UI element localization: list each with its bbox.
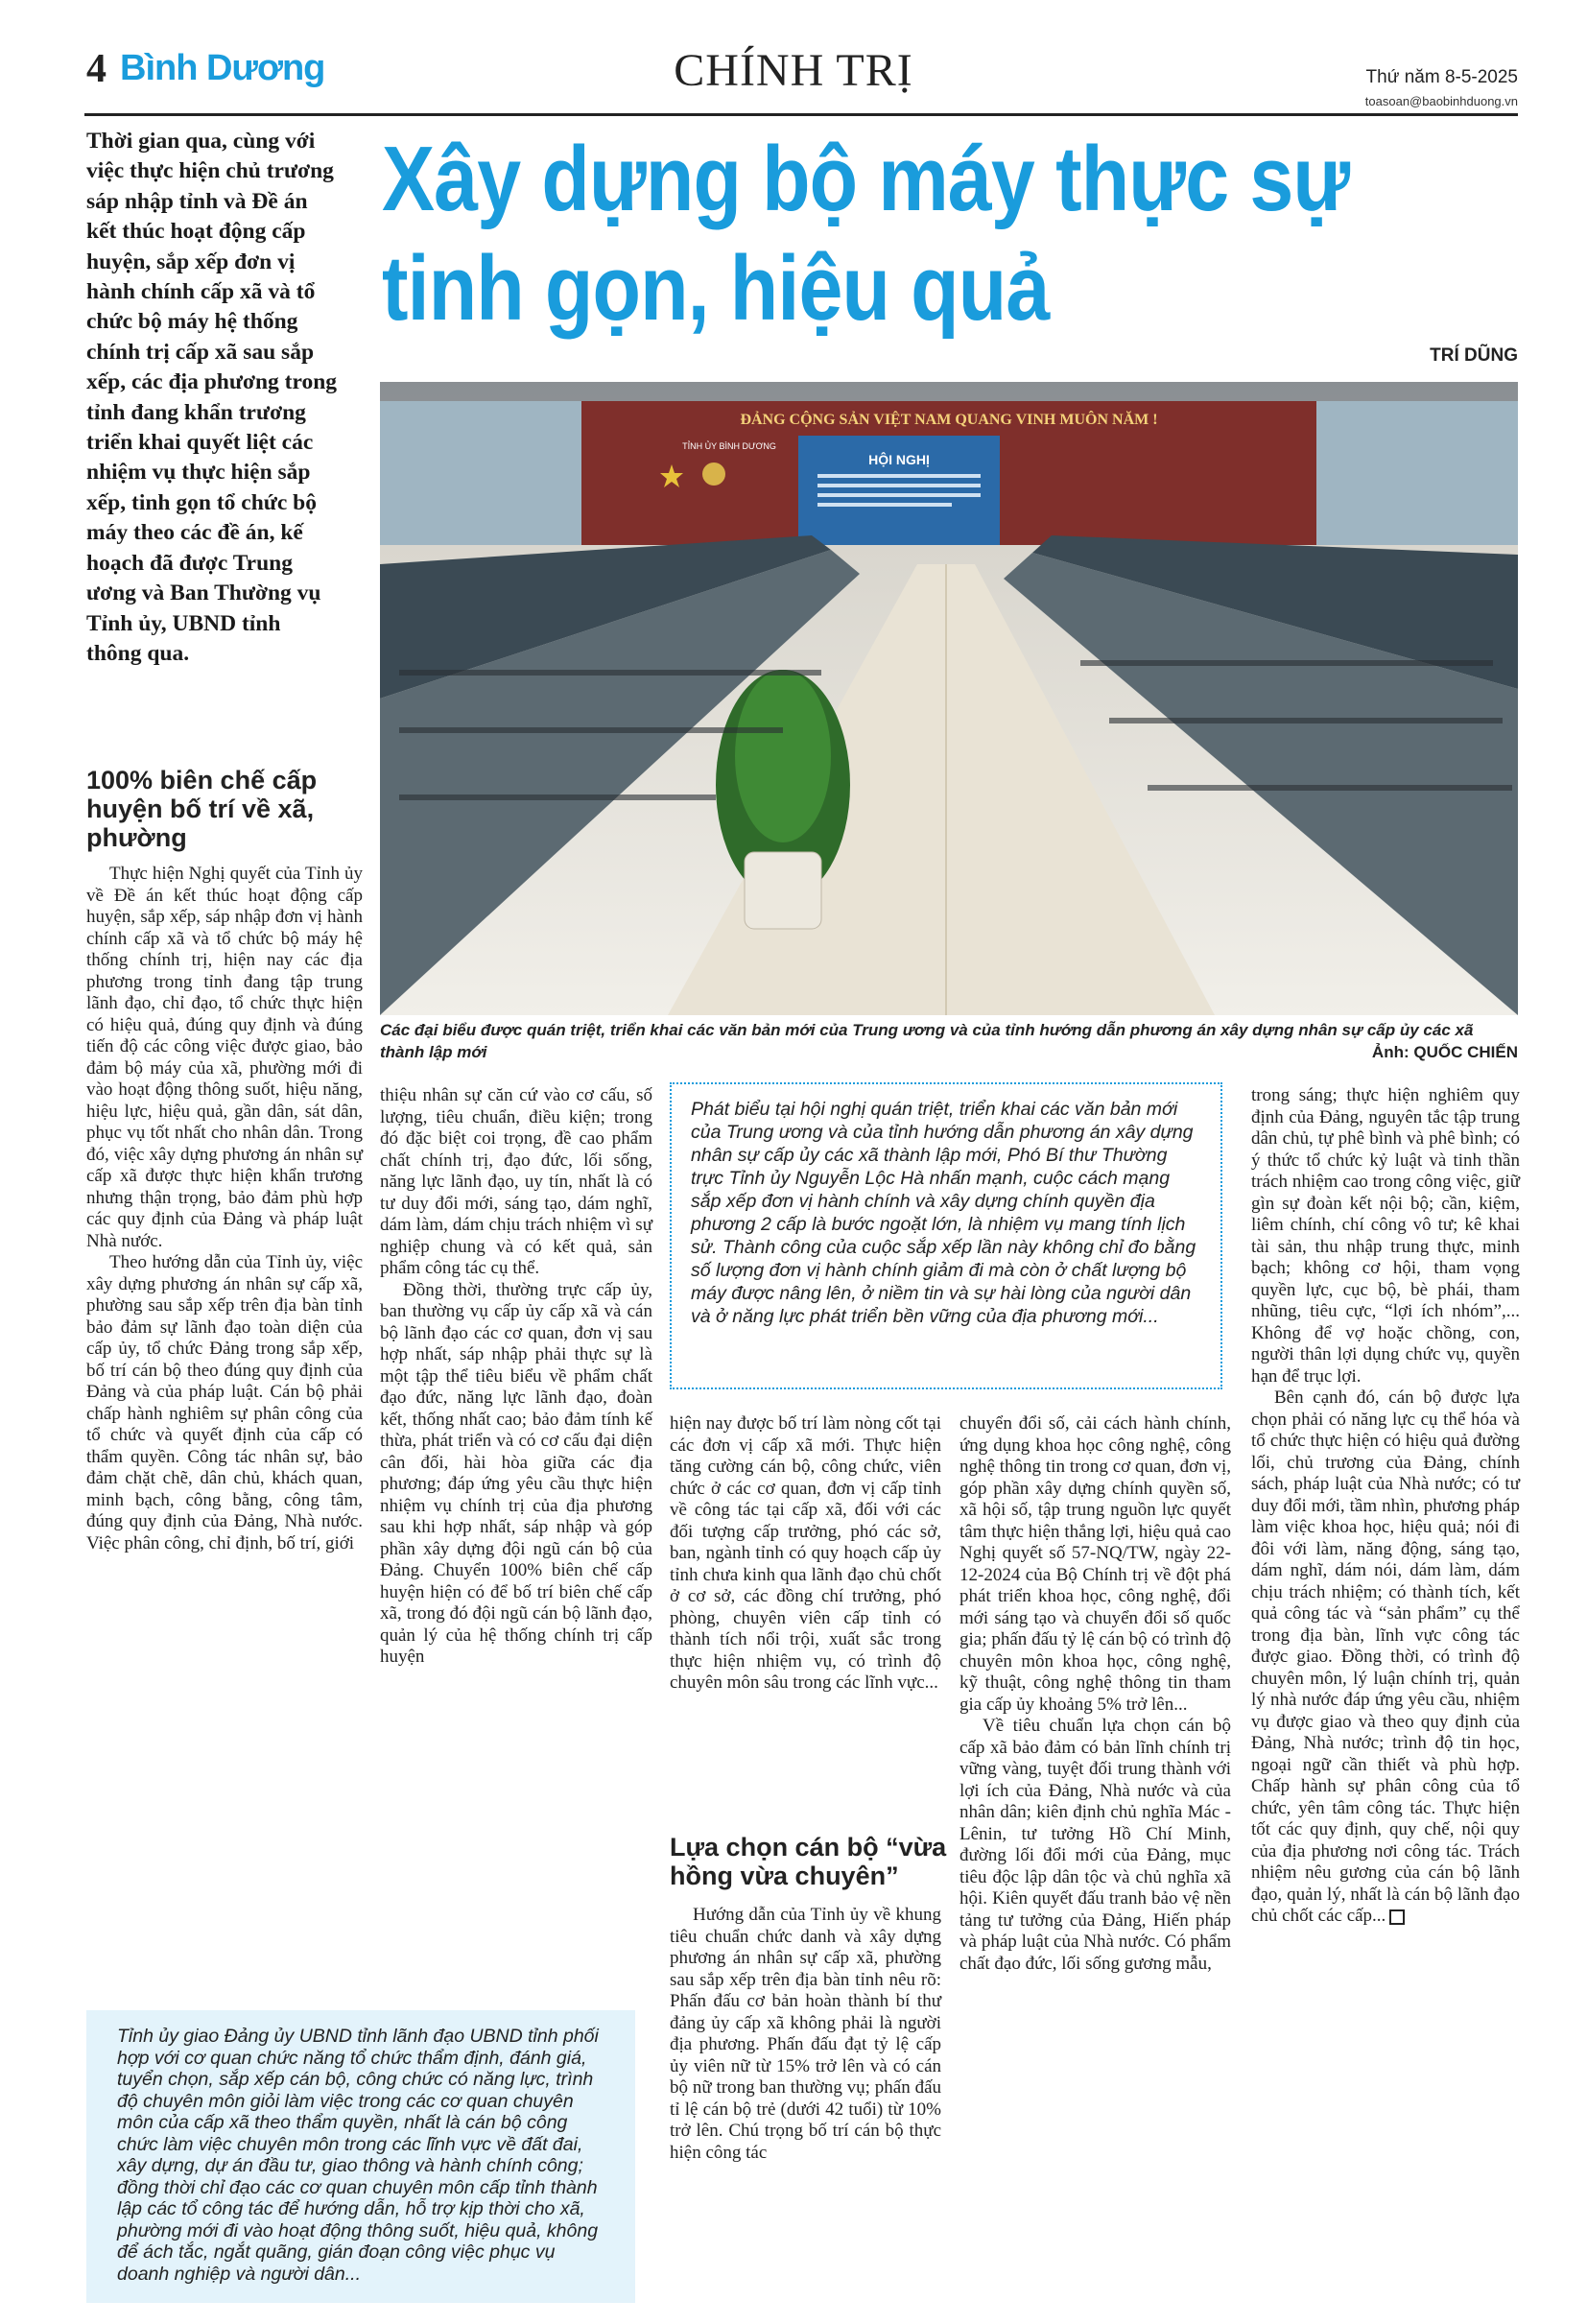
paragraph: hiện nay được bố trí làm nòng cốt tại các đơn vị cấp xã mới. Thực hiện tăng cường cán bộ, công chức, viên chức ở các cơ quan, đơn vị cấp tỉnh về công tác tại cấp xã, đối với các đối tượng cấp trưởng, phó các sở, ban, ngành tỉnh có quy hoạch cấp ủy tỉnh chưa kinh qua lãnh đạo chủ chốt ở cơ sở, các đồng chí trưởng, phó phòng, chuyên viên cấp tỉnh có thành tích nổi trội, xuất sắc trong thực hiện nhiệm vụ, có trình độ chuyên môn sâu trong các lĩnh vực...	[670, 1413, 941, 1693]
section-title: CHÍNH TRỊ	[674, 45, 913, 96]
photo-credit	[1364, 1041, 1518, 1063]
paragraph-text: Bên cạnh đó, cán bộ được lựa chọn phải có năng lực cụ thể hóa và tổ chức thực hiện có hiệu quả đường lối, chủ trương của Đảng, chính sách, pháp luật của Nhà nước; có tư duy đổi mới, tầm nhìn, phương pháp làm việc khoa học, hiệu quả; nói đi đôi với làm, năng động, sáng tạo, dám nghĩ, dám nói, dám làm, dám chịu trách nhiệm; có thành tích, kết quả công tác và “sản phẩm” cụ thể trong địa bàn, lĩnh vực công tác được giao. Đồng thời, có trình độ chuyên môn, lý luận chính trị, quản lý nhà nước đáp ứng yêu cầu, nhiệm vụ được giao và theo quy định của Đảng, Nhà nước; trình độ tin học, ngoại ngữ cần thiết và phù hợp. Chấp hành sự phân công của tổ chức, yên tâm công tác. Thực hiện tốt các quy định, quy chế, nội quy của địa phương nơi công tác. Trách nhiệm nêu gương của cán bộ lãnh đạo, quản lý, nhất là cán bộ lãnh đạo chủ chốt các cấp...	[1251, 1387, 1520, 1926]
body-column-1	[86, 864, 363, 1554]
issue-date: Thứ năm 8-5-2025	[1365, 67, 1518, 87]
body-column-3-continued	[670, 1905, 941, 2164]
info-box	[86, 2010, 635, 2303]
paragraph: Theo hướng dẫn của Tỉnh ủy, việc xây dựng phương án nhân sự cấp xã, phường sau sắp xếp trên địa bàn tỉnh bảo đảm sự lãnh đạo toàn diện của cấp ủy, tổ chức Đảng trong sắp xếp, bố trí cán bộ theo đúng quy định của Đảng và của pháp luật. Cán bộ phải chấp hành nghiêm sự phân công của tổ chức và quyết định của cấp có thẩm quyền. Công tác nhân sự, bảo đảm chặt chẽ, dân chủ, khách quan, minh bạch, công bằng, công tâm, đúng quy định của Đảng, Nhà nước. Việc phân công, chỉ định, bố trí, giới	[86, 1252, 363, 1553]
end-mark-icon	[1389, 1909, 1405, 1925]
photo-caption	[380, 1019, 1518, 1063]
article-headline: Xây dựng bộ máy thực sự tinh gọn, hiệu quả	[382, 128, 1350, 340]
pull-quote-text: Phát biểu tại hội nghị quán triệt, triển khai các văn bản mới của Trung ương và của tỉnh hướng dẫn phương án xây dựng nhân sự cấp ủy các xã thành lập mới, Phó Bí thư Thường trực Tỉnh ủy Nguyễn Lộc Hà nhấn mạnh, cuộc cách mạng sắp xếp đơn vị hành chính và xây dựng chính quyền địa phương 2 cấp là bước ngoặt lớn, là nhiệm vụ mang tính lịch sử. Thành công của cuộc sắp xếp lần này không chỉ đo bằng số lượng đơn vị hành chính giảm đi mà còn ở chất lượng bộ máy được nâng lên, ở niềm tin và sự hài lòng của người dân và ở năng lực phát triển bền vững của địa phương mới...	[691, 1099, 1196, 1327]
paragraph	[1251, 1387, 1520, 1928]
info-box-text: Tỉnh ủy giao Đảng ủy UBND tỉnh lãnh đạo UBND tỉnh phối hợp với cơ quan chức năng tổ chức thẩm định, đánh giá, tuyển chọn, sắp xếp cán bộ, công chức có năng lực, trình độ chuyên môn giỏi làm việc trong các cơ quan chuyên môn của cấp xã theo thẩm quyền, nhất là cán bộ công chức làm việc chuyên môn trong các lĩnh vực về đất đai, xây dựng, dự án đầu tư, giao thông và hành chính công; đồng thời chỉ đạo các cơ quan chuyên môn cấp tỉnh thành lập các tổ công tác để hướng dẫn, hỗ trợ kịp thời cho xã, phường mới đi vào hoạt động thông suốt, hiệu quả, không để ách tắc, ngắt quãng, gián đoạn công việc phục vụ doanh nghiệp và người dân...	[117, 2026, 599, 2285]
paragraph: Đồng thời, thường trực cấp ủy, ban thường vụ cấp ủy cấp xã và cán bộ lãnh đạo các cơ quan, đơn vị sau hợp nhất, sáp nhập phải thực sự là một tập thể tiêu biểu về phẩm chất đạo đức, năng lực lãnh đạo, đoàn kết, thống nhất cao; bảo đảm tính kế thừa, phát triển và có cơ cấu đại diện cân đối, hài hòa giữa các địa phương; đáp ứng yêu cầu thực hiện nhiệm vụ chính trị của địa phương sau khi hợp nhất, sáp nhập và góp phần xây dựng đội ngũ cán bộ của Đảng. Chuyển 100% biên chế cấp huyện hiện có để bố trí biên chế cấp xã, trong đó đội ngũ cán bộ lãnh đạo, quản lý của hệ thống chính trị cấp huyện	[380, 1279, 652, 1667]
conference-photo	[380, 382, 1518, 1015]
newsroom-email[interactable]: toasoan@baobinhduong.vn	[1364, 94, 1518, 108]
paragraph: thiệu nhân sự căn cứ vào cơ cấu, số lượng, tiêu chuẩn, điều kiện; trong đó đặc biệt coi trọng, đề cao phẩm chất chính trị, đạo đức, lối sống, năng lực lãnh đạo, uy tín, nhất là có tư duy đổi mới, sáng tạo, dám nghĩ, dám làm, dám chịu trách nhiệm vì sự nghiệp chung và có kết quả, sản phẩm công tác cụ thể.	[380, 1085, 652, 1278]
photo-banner: ĐẢNG CỘNG SẢN VIỆT NAM QUANG VINH MUÔN NĂM !	[740, 412, 1158, 428]
paragraph: trong sáng; thực hiện nghiêm quy định của Đảng, nguyên tắc tập trung dân chủ, tự phê bình và phê bình; có ý thức tổ chức kỷ luật và tinh thần trách nhiệm cao trong công việc, giữ gìn sự đoàn kết nội bộ; cần, kiệm, liêm chính, chí công vô tư; kê khai tài sản, thu nhập trung thực, minh bạch; không cơ hội, tham vọng quyền lực, cục bộ, bè phái, tham nhũng, tiêu cực, “lợi ích nhóm”,... Không để vợ hoặc chồng, con, người thân lợi dụng chức vụ, quyền hạn để trục lợi.	[1251, 1085, 1520, 1387]
body-column-5	[1251, 1085, 1520, 1928]
body-column-4	[959, 1413, 1231, 1975]
byline: TRÍ DŨNG	[1430, 345, 1518, 366]
paragraph: chuyển đổi số, cải cách hành chính, ứng dụng khoa học công nghệ, công nghệ thông tin trong cơ quan, đơn vị, góp phần xây dựng chính quyền số, xã hội số, tập trung nguồn lực quyết tâm thực hiện thắng lợi, hiệu quả cao Nghị quyết số 57-NQ/TW, ngày 22-12-2024 của Bộ Chính trị về đột phá phát triển khoa học, công nghệ, đổi mới sáng tạo và chuyển đổi số quốc gia; phấn đấu tỷ lệ cán bộ có trình độ chuyên môn khoa học, công nghệ, kỹ thuật, công nghệ thông tin tham gia cấp ủy khoảng 5% trở lên...	[959, 1413, 1231, 1715]
photo-sign: TỈNH ỦY BÌNH DƯƠNG	[682, 441, 776, 451]
party-emblem-icon	[702, 462, 725, 486]
body-column-3	[670, 1413, 941, 1695]
caption-text: Các đại biểu được quán triệt, triển khai các văn bản mới của Trung ương và của tỉnh hướng dẫn phương án xây dựng nhân sự cấp ủy các xã thành lập mới	[380, 1021, 1474, 1061]
subhead-selection: Lựa chọn cán bộ “vừa hồng vừa chuyên”	[670, 1833, 947, 1890]
paragraph: Hướng dẫn của Tỉnh ủy về khung tiêu chuẩn chức danh và xây dựng phương án nhân sự cấp xã, phường sau sắp xếp trên địa bàn tỉnh nêu rõ: Phấn đấu cơ bản hoàn thành bí thư đảng ủy cấp xã không phải là người địa phương. Phấn đấu đạt tỷ lệ cấp ủy viên nữ từ 15% trở lên và có cán bộ nữ trong ban thường vụ; phấn đấu tỉ lệ cán bộ trẻ (dưới 42 tuổi) từ 10% trở lên. Chú trọng bố trí cán bộ thực hiện công tác	[670, 1905, 941, 2163]
paragraph: Về tiêu chuẩn lựa chọn cán bộ cấp xã bảo đảm có bản lĩnh chính trị vững vàng, tuyệt đối trung thành với lợi ích của Đảng, Nhà nước và của nhân dân; kiên định chủ nghĩa Mác - Lênin, tư tưởng Hồ Chí Minh, đường lối đổi mới của Đảng, mục tiêu độc lập dân tộc và chủ nghĩa xã hội. Kiên quyết đấu tranh bảo vệ nền tảng tư tưởng của Đảng, Hiến pháp và pháp luật của Nhà nước. Có phẩm chất đạo đức, lối sống gương mẫu,	[959, 1716, 1231, 1974]
photo-credit-name: QUỐC CHIẾN	[1413, 1043, 1518, 1061]
masthead-logo: Bình Dương	[120, 48, 325, 88]
header-rule	[84, 113, 1518, 116]
photo-credit-label: Ảnh:	[1371, 1043, 1409, 1061]
subhead-staffing: 100% biên chế cấp huyện bố trí về xã, phường	[86, 766, 318, 852]
paragraph: Thực hiện Nghị quyết của Tỉnh ủy về Đề án kết thúc hoạt động cấp huyện, sắp xếp, sáp nhập đơn vị hành chính cấp xã và tổ chức bộ máy hệ thống chính trị, hiện nay các địa phương trong tỉnh đang tập trung lãnh đạo, chỉ đạo, tổ chức thực hiện có hiệu quả, đúng quy định và đúng tiến độ các công việc được giao, bảo đảm bộ máy của xã, phường mới đi vào hoạt động thông suốt, hiệu năng, hiệu lực, hiệu quả, gần dân, sát dân, phục vụ tốt nhất cho nhân dân. Trong đó, việc xây dựng phương án nhân sự cấp xã được thực hiện khẩn trương nhưng thận trọng, bảo đảm phù hợp các quy định của Đảng và pháp luật Nhà nước.	[86, 864, 363, 1251]
photo-screen-title: HỘI NGHỊ	[868, 452, 930, 467]
page-number: 4	[86, 47, 107, 91]
article-lead: Thời gian qua, cùng với việc thực hiện chủ trương sáp nhập tỉnh và Đề án kết thúc hoạt động cấp huyện, sắp xếp đơn vị hành chính cấp xã và tổ chức bộ máy hệ thống chính trị cấp xã sau sắp xếp, các địa phương trong tỉnh đang khẩn trương triển khai quyết liệt các nhiệm vụ thực hiện sắp xếp, tinh gọn tổ chức bộ máy theo các đề án, kế hoạch đã được Trung ương và Ban Thường vụ Tỉnh ủy, UBND tỉnh thông qua.	[86, 129, 338, 666]
body-column-2	[380, 1085, 652, 1669]
pull-quote-box	[670, 1082, 1222, 1389]
conference-photo-illustration	[380, 382, 1518, 1015]
